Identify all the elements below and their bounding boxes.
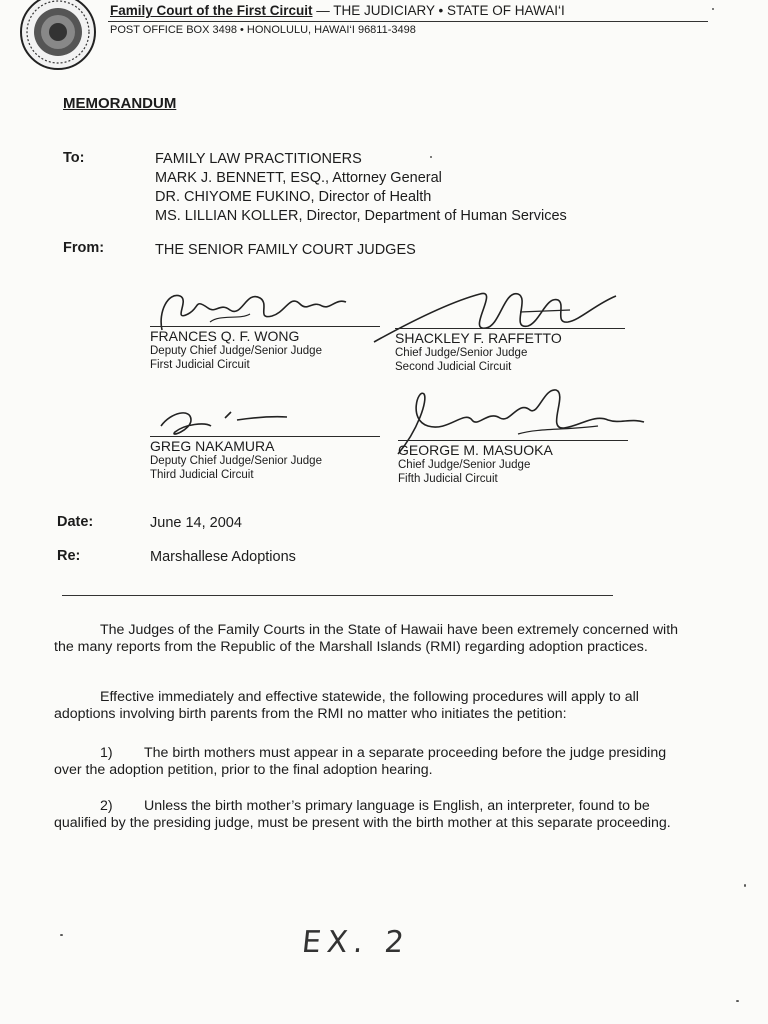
signatory-wong	[150, 326, 380, 372]
signatory-title: Chief Judge/Senior Judge	[398, 459, 531, 471]
scan-speck	[744, 884, 746, 887]
item-number: 1)	[100, 745, 113, 761]
signatory-circuit: Fifth Judicial Circuit	[398, 473, 498, 485]
signature-line	[398, 440, 628, 441]
recipient: FAMILY LAW PRACTITIONERS	[155, 151, 362, 167]
state-seal-icon	[18, 0, 98, 72]
item-text: Unless the birth mother’s primary language is English, an interpreter, found to be qualified by the presiding judge, must be present with the birth mother at this separate proceeding.	[54, 798, 671, 831]
scan-speck	[712, 8, 714, 10]
signatory-raffetto	[395, 328, 625, 374]
date-value: June 14, 2004	[150, 515, 242, 531]
body-paragraph-1	[54, 622, 694, 656]
signatory-name: FRANCES Q. F. WONG	[150, 328, 300, 344]
signatory-name: SHACKLEY F. RAFFETTO	[395, 330, 562, 346]
court-suffix: — THE JUDICIARY • STATE OF HAWAI‘I	[312, 3, 565, 18]
letterhead-address: POST OFFICE BOX 3498 • HONOLULU, HAWAI‘I 96811-3498	[110, 24, 416, 36]
date-label: Date:	[57, 514, 94, 530]
signatory-title: Deputy Chief Judge/Senior Judge	[150, 455, 322, 467]
memo-title: MEMORANDUM	[63, 95, 177, 112]
body-paragraph-2	[54, 689, 694, 723]
letterhead-court	[110, 3, 565, 18]
recipient: MS. LILLIAN KOLLER, Director, Department of Human Services	[155, 208, 567, 224]
to-label: To:	[63, 150, 85, 166]
signatory-title: Chief Judge/Senior Judge	[395, 347, 528, 359]
procedure-item-2	[54, 798, 694, 832]
signature-line	[150, 326, 380, 327]
scan-speck	[60, 934, 63, 936]
re-label: Re:	[57, 548, 81, 564]
item-number: 2)	[100, 798, 113, 814]
recipient: MARK J. BENNETT, ESQ., Attorney General	[155, 170, 442, 186]
scan-speck	[430, 156, 432, 158]
item-text: The birth mothers must appear in a separate proceeding before the judge presiding over the adoption petition, prior to the final adoption hearing.	[54, 745, 667, 778]
signatory-title: Deputy Chief Judge/Senior Judge	[150, 345, 322, 357]
to-recipients	[155, 150, 567, 226]
letterhead-rule	[108, 21, 708, 22]
signatory-circuit: First Judicial Circuit	[150, 359, 250, 371]
signatory-nakamura	[150, 436, 380, 482]
procedure-item-1	[54, 745, 694, 779]
signature-line	[395, 328, 625, 329]
signatory-circuit: Second Judicial Circuit	[395, 361, 512, 373]
signatory-masuoka	[398, 440, 628, 486]
recipient: DR. CHIYOME FUKINO, Director of Health	[155, 189, 432, 205]
scan-speck	[736, 1000, 739, 1002]
section-divider	[62, 595, 613, 596]
from-label: From:	[63, 240, 105, 256]
paragraph-text: The Judges of the Family Courts in the State of Hawaii have been extremely concerned with the many reports from the Republic of the Marshall Islands (RMI) regarding adoption practices.	[54, 622, 679, 655]
signature-line	[150, 436, 380, 437]
from-value: THE SENIOR FAMILY COURT JUDGES	[155, 242, 416, 258]
paragraph-text: Effective immediately and effective statewide, the following procedures will apply to all adoptions involving birth parents from the RMI no matter who initiates the petition:	[54, 689, 639, 722]
re-value: Marshallese Adoptions	[150, 549, 296, 565]
signatory-name: GREG NAKAMURA	[150, 438, 275, 454]
signatory-circuit: Third Judicial Circuit	[150, 469, 254, 481]
court-name: Family Court of the First Circuit	[110, 3, 313, 18]
exhibit-mark: EX. 2	[300, 925, 412, 960]
signatory-name: GEORGE M. MASUOKA	[398, 442, 553, 458]
